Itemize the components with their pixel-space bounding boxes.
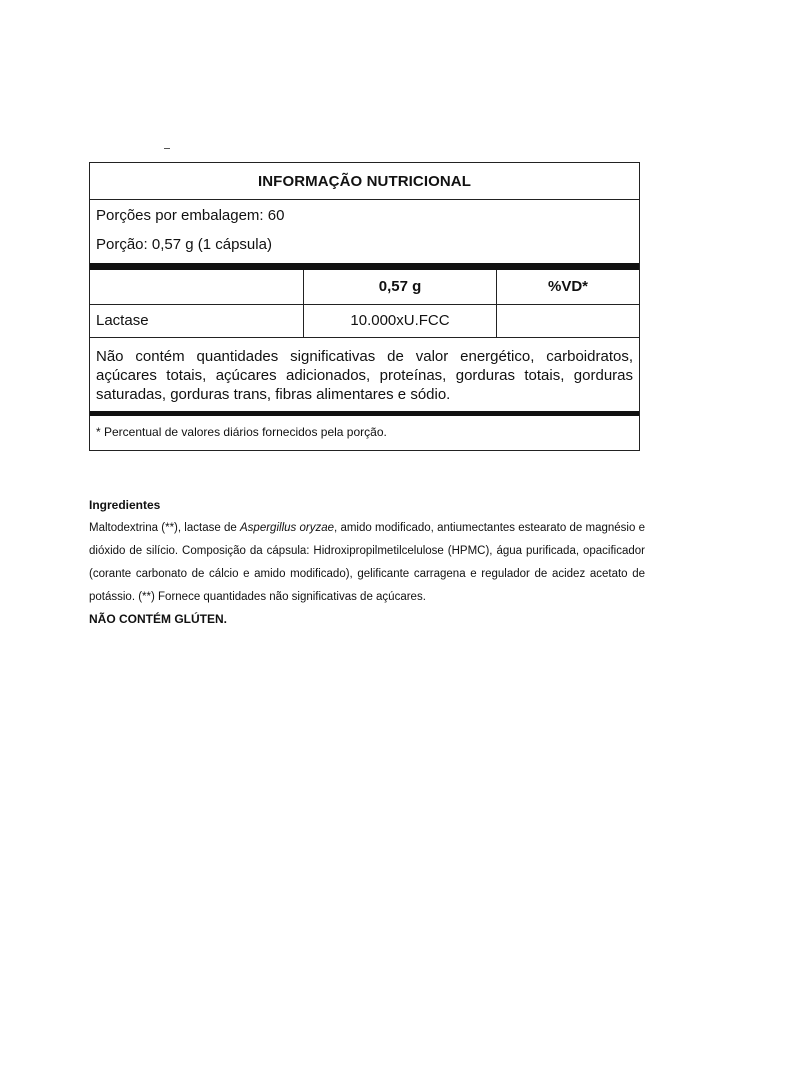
serving-size: Porção: 0,57 g (1 cápsula)	[96, 236, 272, 253]
nutrition-facts-table	[89, 162, 640, 451]
nutrient-name: Lactase	[90, 305, 304, 337]
ingredients-text-rest: , amido modificado, antiumectantes estearato de magnésio e dióxido de silício. Composição da cápsula: Hidroxipropilmetilcelulose (HPMC), água purificada, opacificador (corante carbonato de cálcio e amido modificado), gelificante carragena e regulador de acidez acetato de potássio. (**) Fornece quantidades não significativas de açúcares.	[89, 522, 645, 603]
gluten-statement: NÃO CONTÉM GLÚTEN.	[89, 612, 227, 626]
ingredients-species: Aspergillus oryzae	[240, 522, 335, 534]
ingredients-section	[89, 498, 645, 629]
not-significant-note: Não contém quantidades significativas de valor energético, carboidratos, açúcares totais, açúcares adicionados, proteínas, gorduras totais, gorduras saturadas, gorduras trans, fibras alimentares e sódio.	[96, 348, 633, 403]
header-daily-value: %VD*	[547, 278, 588, 295]
serving-info	[90, 200, 639, 263]
header-nutrient	[90, 270, 304, 304]
daily-value-footnote: * Percentual de valores diários fornecidos pela porção.	[96, 425, 387, 439]
ingredients-heading: Ingredientes	[89, 498, 161, 512]
header-amount: 0,57 g	[304, 270, 497, 304]
table-row	[90, 305, 639, 338]
ingredients-text	[89, 517, 645, 609]
ingredients-text-start: Maltodextrina (**), lactase de	[89, 522, 241, 534]
nutrient-amount: 10.000xU.FCC	[304, 305, 497, 337]
table-header-row	[90, 270, 639, 305]
nutrient-daily-value	[497, 305, 639, 337]
servings-per-package: Porções por embalagem: 60	[96, 207, 285, 224]
thick-divider	[90, 263, 639, 270]
scan-mark	[164, 148, 170, 149]
nutrition-title: INFORMAÇÃO NUTRICIONAL	[90, 163, 639, 200]
